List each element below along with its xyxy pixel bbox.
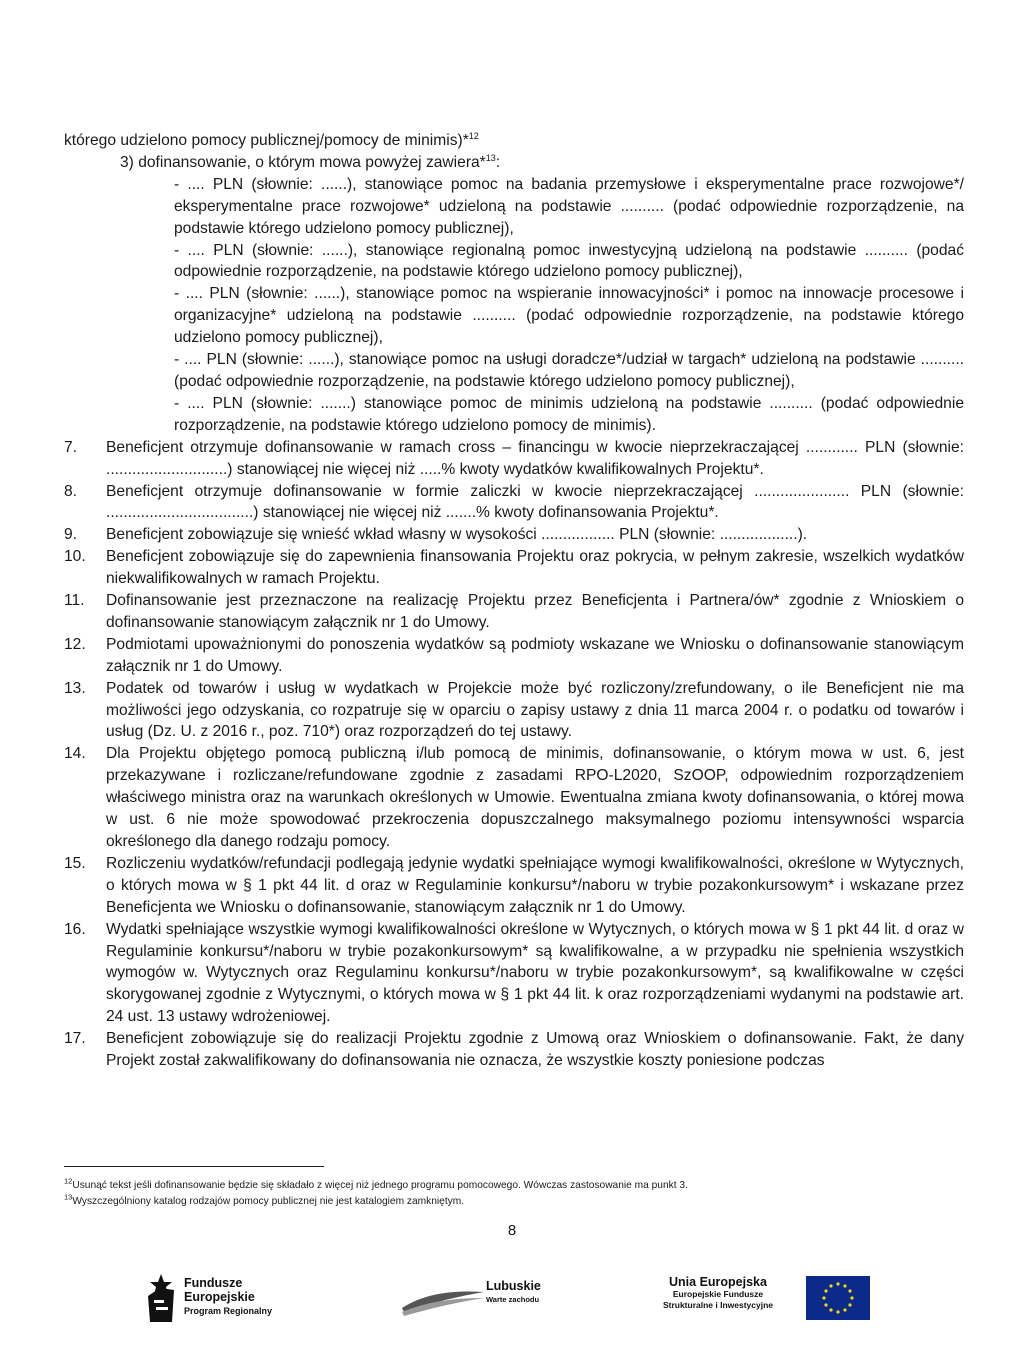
footnote-ref-12: 12 (468, 130, 479, 141)
aid-bullet-innovation: - .... PLN (słownie: ......), stanowiące pomoc na wspieranie innowacyjności* i pomoc na innowacje procesowe i organizacyjne* udzieloną na podstawie .......... (podać odpowiednie rozporządzenie, na podstawie którego udzielono pomocy publicznej), (174, 285, 964, 347)
list-item-10: 10. Beneficjent zobowiązuje się do zapewnienia finansowania Projektu oraz pokrycia, w pełnym zakresie, wszelkich wydatków niekwalifikowalnych w ramach Projektu. (64, 548, 964, 588)
intro-line: którego udzielono pomocy publicznej/pomocy de minimis)*$^{12}$ (64, 130, 479, 149)
lubuskie-swoosh-icon (400, 1282, 486, 1322)
footnotes (64, 1178, 964, 1210)
list-item-15: 15. Rozliczeniu wydatków/refundacji podlegają jedynie wydatki spełniające wymogi kwalifikowalności, określone w Wytycznych, o których mowa w § 1 pkt 44 lit. d oraz w Regulaminie konkursu*/naboru w trybie pozakonkursowym* i wskazane przez Beneficjenta we Wniosku o dofinansowanie, stanowiącym załącznik nr 1 do Umowy. (64, 854, 964, 916)
aid-bullet-research: - .... PLN (słownie: ......), stanowiące pomoc na badania przemysłowe i eksperymentalne prace rozwojowe*/ eksperymentalne prace rozwojowe* udzieloną na podstawie .......... (podać odpowiednie rozporządzenie, na podstawie którego udzielono pomocy publicznej), (174, 175, 964, 237)
aid-bullet-regional: - .... PLN (słownie: ......), stanowiące regionalną pomoc inwestycyjną udzieloną na podstawie .......... (podać odpowiednie rozporządzenie, na podstawie którego udzielono pomocy publicznej), (174, 241, 964, 281)
page-number: 8 (507, 1222, 517, 1239)
list-item-7: 7. Beneficjent otrzymuje dofinansowanie w ramach cross – financingu w kwocie nieprzekraczającej ............ PLN (słownie: ............................) stanowiącej nie więcej niż .....% kwoty wydatków kwalifikowalnych Projektu*. (64, 438, 964, 478)
footnote-12: $^{12}$Usunąć tekst jeśli dofinansowanie będzie się składało z więcej niż jednego programu pomocowego. Wówczas zastosowanie ma punkt 3. (64, 1176, 688, 1191)
list-item-11: 11. Dofinansowanie jest przeznaczone na realizację Projektu przez Beneficjenta i Partnera/ów* zgodnie z Wnioskiem o dofinansowanie stanowiącym załącznik nr 1 do Umowy. (64, 592, 964, 631)
footer-logos: Fundusze Europejskie Program Regionalny Lubuskie Warte zachodu Unia Europejska Europejskie Fundusze Strukturalne i Inwestycyjne (0, 1274, 1024, 1334)
aid-bullet-de-minimis: - .... PLN (słownie: .......) stanowiące pomoc de minimis udzieloną na podstawie .......... (podać odpowiednie rozporządzenie, na podstawie którego udzielono pomocy de minimis). (174, 394, 964, 434)
list-item-16: 16. Wydatki spełniające wszystkie wymogi kwalifikowalności określone w Wytycznych, o których mowa w § 1 pkt 44 lit. d oraz w Regulaminie konkursu*/naboru w trybie pozakonkursowym* są kwalifikowalne, a w przypadku nie spełnienia wszystkich wymogów w. Wytycznych oraz Regulaminu konkursu*/naboru w trybie pozakonkursowym*, są kwalifikowalne w części skorygowanej zgodnie z Wytycznymi, o których mowa w § 1 pkt 44 lit. k oraz rozporządzeniami wydanymi na podstawie art. 24 ust. 13 ustawy wdrożeniowej. (64, 920, 964, 1026)
footnote-ref-13: 13 (485, 152, 496, 163)
item-3: 3) dofinansowanie, o którym mowa powyżej zawiera*$^{13}$: (120, 152, 501, 171)
list-item-13: 13. Podatek od towarów i usług w wydatkach w Projekcie może być rozliczony/zrefundowany, o ile Beneficjent nie ma możliwości jego odzyskania, co rozpatruje się w oparciu o zapisy ustawy z dnia 11 marca 2004 r. o podatku od towarów i usług (Dz. U. z 2016 r., poz. 710*) oraz rozporządzeń do tej ustawy. (64, 679, 964, 741)
document-body (64, 130, 964, 1072)
eu-flag-icon (806, 1276, 870, 1320)
list-item-17: 17. Beneficjent zobowiązuje się do realizacji Projektu zgodnie z Umową oraz Wnioskiem o dofinansowanie. Fakt, że dany Projekt został zakwalifikowany do dofinansowania nie oznacza, że wszystkie koszty poniesione podczas (64, 1030, 964, 1070)
aid-bullet-consulting: - .... PLN (słownie: ......), stanowiące pomoc na usługi doradcze*/udział w targach* udzieloną na podstawie .......... (podać odpowiednie rozporządzenie, na podstawie którego udzielono pomocy publicznej), (174, 351, 964, 390)
footnote-13: $^{13}$Wyszczególniony katalog rodzajów pomocy publicznej nie jest katalogiem zamkniętym. (64, 1192, 465, 1207)
list-item-8: 8. Beneficjent otrzymuje dofinansowanie w formie zaliczki w kwocie nieprzekraczającej ...................... PLN (słownie: ..................................) stanowiącej nie więcej niż .......% kwoty dofinansowania Projektu*. (64, 482, 964, 522)
list-item-14: 14. Dla Projektu objętego pomocą publiczną i/lub pomocą de minimis, dofinansowanie, o którym mowa w ust. 6, jest przekazywane i rozliczane/refundowane zgodnie z zasadami RPO-L2020, SzOOP, odpowiednim rozporządzeniem właściwego ministra oraz na warunkach określonych w Umowie. Ewentualna zmiana kwoty dofinansowania, o której mowa w ust. 6 nie może spowodować przekroczenia dopuszczalnego maksymalnego poziomu intensywności wsparcia określonego dla danego rodzaju pomocy. (64, 745, 964, 850)
footnote-divider (64, 1166, 324, 1167)
list-item-9: 9. Beneficjent zobowiązuje się wnieść wkład własny w wysokości ................. PLN (słownie: ..................). (64, 526, 808, 544)
fe-star-mark-icon (146, 1274, 176, 1324)
lubuskie-logo: Lubuskie Warte zachodu (400, 1280, 580, 1330)
list-item-12: 12. Podmiotami upoważnionymi do ponoszenia wydatków są podmioty wskazane we Wniosku o dofinansowanie stanowiącym załącznik nr 1 do Umowy. (64, 635, 964, 675)
